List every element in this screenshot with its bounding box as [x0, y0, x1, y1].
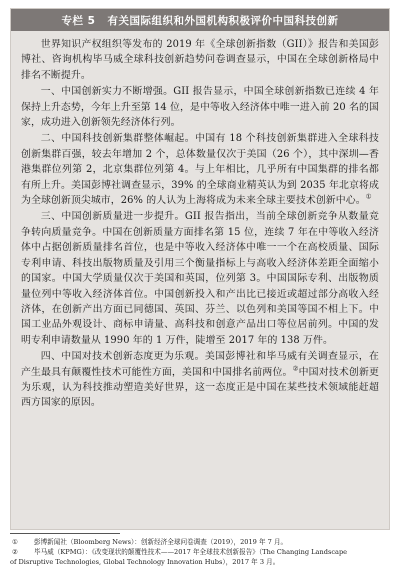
footnote-mark: ② [12, 548, 18, 556]
sidebar-box [10, 8, 390, 530]
paragraph-text: 世界知识产权组织等发布的 2019 年《全球创新指数（GII）》报告和美国彭博社、咨询机构毕马威全球科技创新趋势问卷调查显示，中国在全球创新格局中排名不断提升。 [21, 39, 379, 81]
paragraph-text: 二、中国科技创新集群整体崛起。中国有 18 个科技创新集群进入全球科技创新集群百强，较去年增加 2 个，总体数量仅次于美国（26 个），其中深圳—香港集群位列第 2，北京集群位列第 4。与上年相比，几乎所有中国集群的排名都有所上升。美国彭博社调查显示，39% 的全球商业精英认为到 2035 年北京将成为全球创新顶尖城市，26% 的人认为上海将成为未来全球主要技术创新中心。 [21, 133, 379, 207]
paragraph-intro [21, 37, 379, 83]
paragraph-text: 三、中国创新质量进一步提升。GII 报告指出，当前全球创新竞争从数量竞争转向质量竞争。中国在创新质量方面排名第 15 位，连续 7 年在中等收入经济体中占据创新质量排名首位，也是中等收入经济体中唯一一个在高校质量、国际专利申请、科技出版物质量及引用三个衡量指标上与高收入经济体差距全面缩小的国家。中国大学质量仅次于美国和英国，位列第 3。中国国际专利、出版物质量位列中等收入经济体首位。中国创新投入和产出比已接近或超过部分高收入经济体，在创新产出方面已同德国、英国、芬兰、以色列和美国等国不相上下。中国工业品外观设计、商标申请量、高科技和创意产品出口等位居前列。中国的发明专利申请数量从 1990 年的 1 万件，陡增至 2017 年的 138 万件。 [21, 211, 379, 346]
paragraph-4 [21, 349, 379, 411]
paragraph-3 [21, 209, 379, 348]
footnote-ref[interactable]: ① [365, 192, 372, 201]
footnote-1 [10, 537, 390, 547]
paragraph-text: 中国对技术创新更为乐观，认为科技推动塑造美好世界，这一态度正是中国在某些技术领域能赶超西方国家的原因。 [21, 366, 379, 409]
box-label: 专栏 5 [61, 14, 96, 27]
box-content [11, 31, 389, 411]
paragraph-text: 四、中国对技术创新态度更为乐观。美国彭博社和毕马威有关调查显示，在产生最具有颠覆性技术可能性方面，美国和中国排名前两位。 [21, 351, 379, 378]
paragraph-1 [21, 84, 379, 130]
footnote-divider [10, 533, 120, 534]
paragraph-2 [21, 131, 379, 208]
box-header [11, 9, 389, 31]
footnote-mark: ① [12, 538, 18, 546]
box-title: 有关国际组织和外国机构积极评价中国科技创新 [107, 14, 339, 27]
footnote-text: 毕马威（KPMG）：《改变现状的颠覆性技术——2017 年全球技术创新报告》（The Changing Landscape [34, 548, 348, 556]
footnotes [10, 537, 390, 567]
paragraph-text: 一、中国创新实力不断增强。GII 报告显示，中国全球创新指数已连续 4 年保持上升态势，今年上升至第 14 位，是中等收入经济体中唯一进入前 20 名的国家，成功进入创新领先经济体行列。 [21, 86, 379, 129]
footnote-2 [10, 547, 390, 557]
footnote-ref[interactable]: ② [292, 364, 299, 373]
footnote-text: 彭博新闻社（Bloomberg News）：创新经济全球问卷调查（2019），2019 年 7 月。 [34, 538, 288, 546]
footnote-2-continued: of Disruptive Technologies, Global Technology Innovation Hubs），2017 年 3 月。 [10, 558, 280, 566]
